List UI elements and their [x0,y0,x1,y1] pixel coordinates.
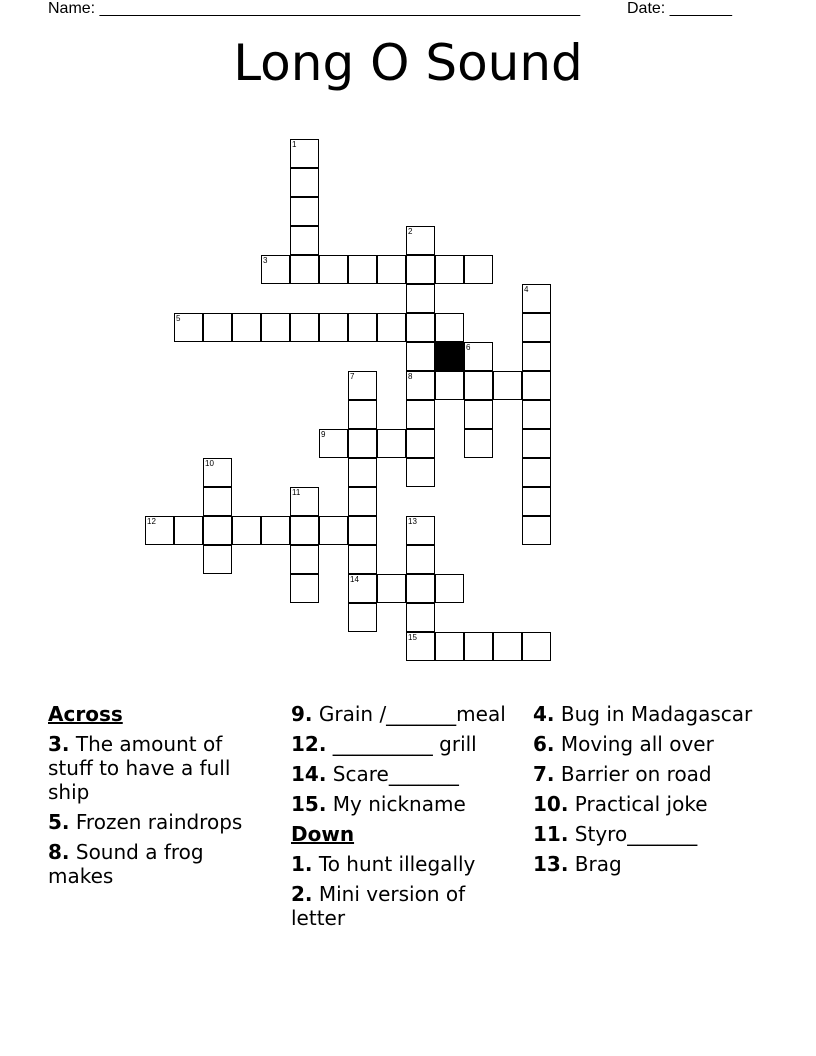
clue-item [291,732,521,756]
crossword-cell[interactable] [522,313,551,342]
cell-number: 12 [147,517,156,526]
clue-number: 4. [533,702,555,726]
clue-text: Frozen raindrops [69,810,243,834]
crossword-cell[interactable] [522,400,551,429]
crossword-cell[interactable] [435,632,464,661]
crossword-cell[interactable] [493,632,522,661]
crossword-cell[interactable] [232,313,261,342]
crossword-cell[interactable] [348,458,377,487]
crossword-cell[interactable] [406,545,435,574]
clue-number: 5. [48,810,70,834]
clue-text: __________ grill [326,732,477,756]
clue-number: 7. [533,762,555,786]
clue-item [533,822,773,846]
cell-number: 13 [408,517,417,526]
crossword-cell[interactable] [406,574,435,603]
crossword-cell[interactable] [464,371,493,400]
clues-column-3 [533,702,773,882]
clue-number: 11. [533,822,569,846]
clue-text: Styro_______ [568,822,698,846]
crossword-cell[interactable] [406,458,435,487]
cell-number: 2 [408,227,413,236]
cell-number: 6 [466,343,471,352]
crossword-cell[interactable] [522,284,551,313]
clue-text: To hunt illegally [312,852,476,876]
crossword-cell[interactable] [348,429,377,458]
crossword-cell[interactable] [290,574,319,603]
clue-item [291,792,521,816]
crossword-cell[interactable] [522,371,551,400]
crossword-cell[interactable] [290,313,319,342]
crossword-cell[interactable] [319,255,348,284]
crossword-cell[interactable] [348,313,377,342]
crossword-cell[interactable] [493,371,522,400]
crossword-cell[interactable] [290,197,319,226]
clue-number: 1. [291,852,313,876]
clue-item [48,732,273,804]
crossword-cell[interactable] [261,313,290,342]
crossword-cell[interactable] [464,632,493,661]
cell-number: 11 [292,488,301,497]
clue-item [48,810,273,834]
clue-item [291,702,521,726]
crossword-cell[interactable] [522,429,551,458]
clues-column-2 [291,702,521,936]
crossword-cell[interactable] [203,487,232,516]
crossword-cell[interactable] [406,313,435,342]
crossword-cell[interactable] [406,284,435,313]
crossword-cell[interactable] [348,400,377,429]
clue-item [291,852,521,876]
crossword-cell[interactable] [348,516,377,545]
clue-item [48,840,273,888]
crossword-cell[interactable] [464,400,493,429]
crossword-cell[interactable] [406,255,435,284]
crossword-cell[interactable] [261,516,290,545]
cell-number: 14 [350,575,359,584]
crossword-cell[interactable] [319,516,348,545]
crossword-cell[interactable] [290,168,319,197]
cell-number: 7 [350,372,355,381]
clue-number: 8. [48,840,70,864]
crossword-cell[interactable] [290,139,319,168]
crossword-cell[interactable] [522,632,551,661]
page-title: Long O Sound [233,34,583,92]
crossword-cell[interactable] [319,429,348,458]
crossword-cell[interactable] [406,516,435,545]
crossword-cell[interactable] [319,313,348,342]
crossword-cell[interactable] [203,458,232,487]
crossword-cell[interactable] [377,255,406,284]
clue-text: Practical joke [568,792,708,816]
cell-number: 1 [292,140,297,149]
crossword-cell[interactable] [464,255,493,284]
crossword-cell[interactable] [377,429,406,458]
crossword-cell[interactable] [290,226,319,255]
clue-number: 15. [291,792,327,816]
crossword-cell[interactable] [435,574,464,603]
clue-number: 14. [291,762,327,786]
crossword-cell[interactable] [232,516,261,545]
crossword-cell[interactable] [348,487,377,516]
crossword-cell[interactable] [203,313,232,342]
black-cell [435,342,464,371]
crossword-cell[interactable] [290,516,319,545]
clue-section-heading: Across [48,702,123,726]
crossword-cell[interactable] [406,603,435,632]
clue-number: 10. [533,792,569,816]
cell-number: 10 [205,459,214,468]
clue-text: Brag [568,852,622,876]
crossword-cell[interactable] [377,574,406,603]
crossword-cell[interactable] [464,429,493,458]
crossword-cell[interactable] [290,487,319,516]
crossword-cell[interactable] [174,516,203,545]
clue-text: Mini version of letter [291,882,466,930]
cell-number: 4 [524,285,529,294]
clue-text: Scare_______ [326,762,459,786]
crossword-cell[interactable] [203,545,232,574]
crossword-cell[interactable] [406,632,435,661]
crossword-cell[interactable] [377,313,406,342]
clue-number: 6. [533,732,555,756]
clue-text: My nickname [326,792,466,816]
crossword-cell[interactable] [406,429,435,458]
clue-text: Grain /_______meal [312,702,506,726]
crossword-cell[interactable] [522,516,551,545]
crossword-cell[interactable] [435,255,464,284]
crossword-cell[interactable] [406,226,435,255]
crossword-cell[interactable] [406,400,435,429]
cell-number: 9 [321,430,326,439]
clue-text: The amount of stuff to have a full ship [48,732,231,804]
clue-item [533,792,773,816]
clue-item [291,882,521,930]
clue-section-heading: Down [291,822,355,846]
clue-item [533,762,773,786]
clue-item [291,762,521,786]
crossword-cell[interactable] [174,313,203,342]
crossword-cell[interactable] [522,458,551,487]
crossword-cell[interactable] [203,516,232,545]
clue-number: 2. [291,882,313,906]
crossword-cell[interactable] [290,255,319,284]
clue-number: 9. [291,702,313,726]
clue-item [533,702,773,726]
name-field-label: Name: ______________________________________________________ [48,0,581,17]
clue-text: Moving all over [554,732,714,756]
cell-number: 15 [408,633,417,642]
crossword-cell[interactable] [348,371,377,400]
clue-text: Sound a frog makes [48,840,204,888]
crossword-cell[interactable] [435,371,464,400]
clue-number: 13. [533,852,569,876]
crossword-cell[interactable] [348,603,377,632]
crossword-cell[interactable] [406,342,435,371]
crossword-cell[interactable] [348,545,377,574]
crossword-cell[interactable] [261,255,290,284]
clue-number: 12. [291,732,327,756]
crossword-cell[interactable] [464,342,493,371]
crossword-cell[interactable] [290,545,319,574]
clue-text: Bug in Madagascar [554,702,753,726]
clues-column-1 [48,702,273,894]
crossword-cell[interactable] [145,516,174,545]
date-field-label: Date: _______ [627,0,732,17]
cell-number: 8 [408,372,413,381]
crossword-cell[interactable] [435,313,464,342]
crossword-cell[interactable] [522,342,551,371]
crossword-cell[interactable] [348,255,377,284]
clue-text: Barrier on road [554,762,712,786]
crossword-cell[interactable] [522,487,551,516]
clue-number: 3. [48,732,70,756]
clue-item [533,732,773,756]
cell-number: 3 [263,256,268,265]
crossword-cell[interactable] [348,574,377,603]
cell-number: 5 [176,314,181,323]
clue-item [533,852,773,876]
crossword-cell[interactable] [406,371,435,400]
